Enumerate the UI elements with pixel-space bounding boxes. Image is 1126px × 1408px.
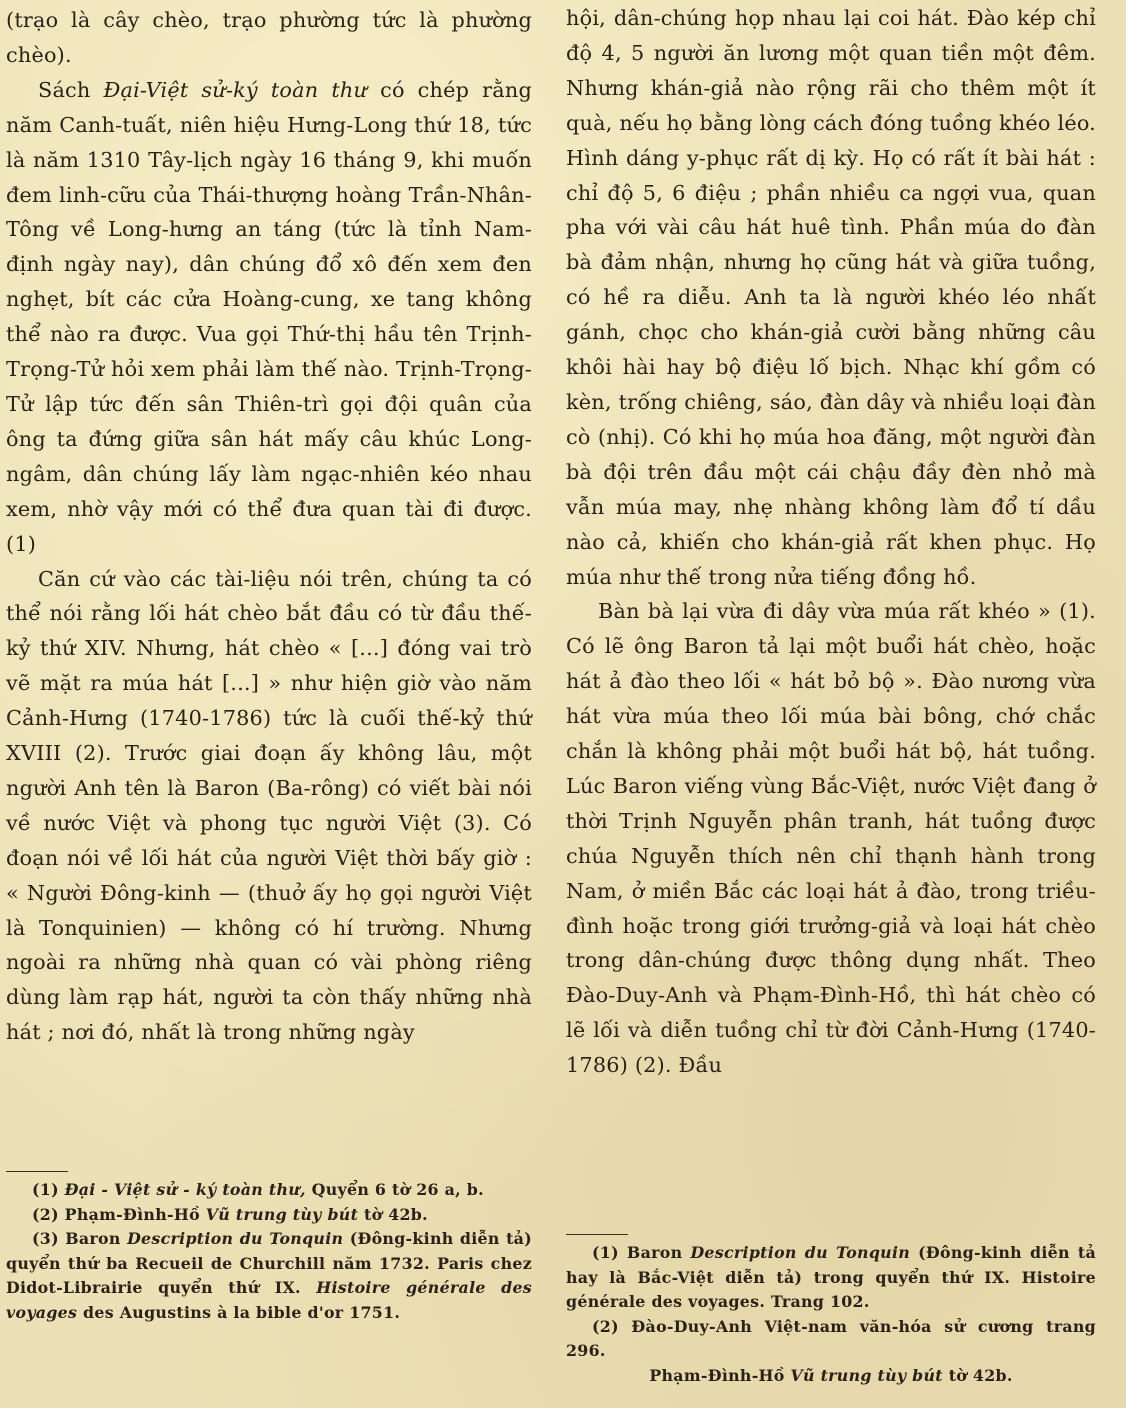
right-body-text (566, 1, 1096, 1083)
footnote-text: Quyển 6 tờ 26 a, b. (305, 1180, 484, 1199)
footnote-title: Vũ trung tùy bút (205, 1204, 359, 1224)
left-body-text (6, 3, 532, 1050)
left-paragraph-2-start: Sách (38, 77, 104, 102)
footnote-text: Đào-Duy-Anh Việt-nam văn-hóa sử cương trang 296. (566, 1316, 1096, 1361)
footnote-mark: (1) (592, 1243, 619, 1262)
footnote-text-2: des Augustins à la bible d'or 1751. (77, 1302, 401, 1322)
left-paragraph-2-rest: có chép rằng năm Canh-tuất, niên hiệu Hưng-Long thứ 18, tức là năm 1310 Tây-lịch ngày 16 tháng 9, khi muốn đem linh-cữu của Thái-thượng hoàng Trần-Nhân-Tông về Long-hưng an táng (tức là tỉnh Nam-định ngày nay), dân chúng đổ xô đến xem đen nghẹt, bít các cửa Hoàng-cung, xe tang không thể nào ra được. Vua gọi Thứ-thị hầu tên Trịnh-Trọng-Tử hỏi xem phải làm thế nào. Trịnh-Trọng-Tử lập tức đến sân Thiên-trì gọi đội quân của ông ta đứng giữa sân hát mấy câu khúc Long-ngâm, dân chúng lấy làm ngạc-nhiên kéo nhau xem, nhờ vậy mới có thể đưa quan tài đi được. (1) (6, 77, 533, 556)
left-footnote-2 (6, 1203, 532, 1228)
left-footnote-1 (6, 1178, 532, 1203)
footnote-title: Đại - Việt sử - ký toàn thư, (64, 1180, 306, 1199)
footnote-title: Description du Tonquin (690, 1243, 911, 1262)
right-paragraph-1: hội, dân-chúng họp nhau lại coi hát. Đào kép chỉ độ 4, 5 người ăn lương một quan tiền một đêm. Nhưng khán-giả nào rộng rãi cho thêm một ít quà, nếu họ bằng lòng cách đóng tuồng khéo léo. Hình dáng y-phục rất dị kỳ. Họ có rất ít bài hát : chỉ độ 5, 6 điệu ; phần nhiều ca ngợi vua, quan pha với vài câu hát huê tình. Phần múa do đàn bà đảm nhận, nhưng họ cũng hát và giữa tuồng, có hề ra diễu. Anh ta là người khéo léo nhất gánh, chọc cho khán-giả cười bằng những câu khôi hài hay bộ điệu lố bịch. Nhạc khí gồm có kèn, trống chiêng, sáo, đàn dây và nhiều loại đàn cò (nhị). Có khi họ múa hoa đăng, một người đàn bà đội trên đầu một cái chậu đầy đèn nhỏ mà vẫn múa may, nhẹ nhàng không làm đổ tí dầu nào cả, khiến cho khán-giả rất khen phục. Họ múa như thế trong nửa tiếng đồng hồ. (566, 6, 1096, 589)
footnote-author: Phạm-Đình-Hồ (649, 1365, 791, 1385)
footnote-mark: (2) (592, 1316, 619, 1336)
footnote-mark: (2) (32, 1204, 59, 1224)
footnote-text: tờ 42b. (358, 1204, 428, 1224)
left-footnote-3 (6, 1227, 532, 1325)
left-paragraph-1: (trạo là cây chèo, trạo phường tức là phường chèo). (6, 8, 532, 67)
footnote-title: Vũ trung tùy bút (790, 1365, 943, 1385)
footnote-mark: (3) (32, 1229, 59, 1249)
right-footnote-1 (566, 1241, 1096, 1315)
footnote-mark: (1) (32, 1180, 59, 1199)
footnote-author: Baron (618, 1243, 691, 1262)
left-footnotes (6, 1165, 532, 1326)
right-paragraph-2: Bàn bà lại vừa đi dây vừa múa rất khéo » (1). Có lẽ ông Baron tả lại một buổi hát chèo, hoặc hát ả đào theo lối « hát bỏ bộ ». Đào nương vừa hát vừa múa theo lối múa bài bông, chớ chắc chắn là không phải một buổi hát bộ, hát tuồng. Lúc Baron viếng vùng Bắc-Việt, nước Việt đang ở thời Trịnh Nguyễn phân tranh, hát tuồng được chúa Nguyễn thích nên chỉ thạnh hành trong Nam, ở miền Bắc các loại hát ả đào, trong triều-đình hoặc trong giới trưởng-giả và loại hát chèo trong dân-chúng được thông dụng nhất. Theo Đào-Duy-Anh và Phạm-Đình-Hồ, thì hát chèo có lẽ lối và diễn tuồng chỉ từ đời Cảnh-Hưng (1740-1786) (2). Đầu (566, 599, 1096, 1078)
left-paragraph-3: Căn cứ vào các tài-liệu nói trên, chúng ta có thể nói rằng lối hát chèo bắt đầu có từ đầu thế-kỷ thứ XIV. Nhưng, hát chèo « [...] đóng vai trò vẽ mặt ra múa hát [...] » như hiện giờ vào năm Cảnh-Hưng (1740-1786) tức là cuối thế-kỷ thứ XVIII (2). Trước giai đoạn ấy không lâu, một người Anh tên là Baron (Ba-rông) có viết bài nói về nước Việt và phong tục người Việt (3). Có đoạn nói về lối hát của người Việt thời bấy giờ : « Người Đông-kinh — (thuở ấy họ gọi người Việt là Tonquinien) — không có hí trường. Nhưng ngoài ra những nhà quan có vài phòng riêng dùng làm rạp hát, người ta còn thấy những nhà hát ; nơi đó, nhất là trong những ngày (6, 566, 532, 1045)
right-footnote-2 (566, 1315, 1096, 1364)
book-title: Đại-Việt sử-ký toàn thư (103, 77, 368, 102)
footnote-title-2: Histoire générale des voyages (6, 1278, 533, 1322)
footnote-divider (566, 1234, 628, 1235)
right-footnote-3 (566, 1364, 1096, 1389)
footnote-author: Baron (58, 1229, 128, 1249)
footnote-title: Description du Tonquin (127, 1229, 344, 1249)
footnote-text: (Đông-kinh diễn tả hay là Bắc-Việt diễn tả) trong quyển thứ IX. Histoire générale des voyages. Trang 102. (566, 1243, 1097, 1312)
footnote-author: Phạm-Đình-Hồ (58, 1204, 206, 1224)
left-paragraph-2 (6, 73, 532, 562)
footnote-divider (6, 1171, 68, 1172)
footnote-text: tờ 42b. (942, 1365, 1013, 1385)
footnote-text: (Đông-kinh diễn tả) quyển thứ ba Recueil de Churchill năm 1732. Paris chez Didot-Librairie quyển thứ IX. (6, 1229, 532, 1298)
right-footnotes (566, 1228, 1096, 1389)
